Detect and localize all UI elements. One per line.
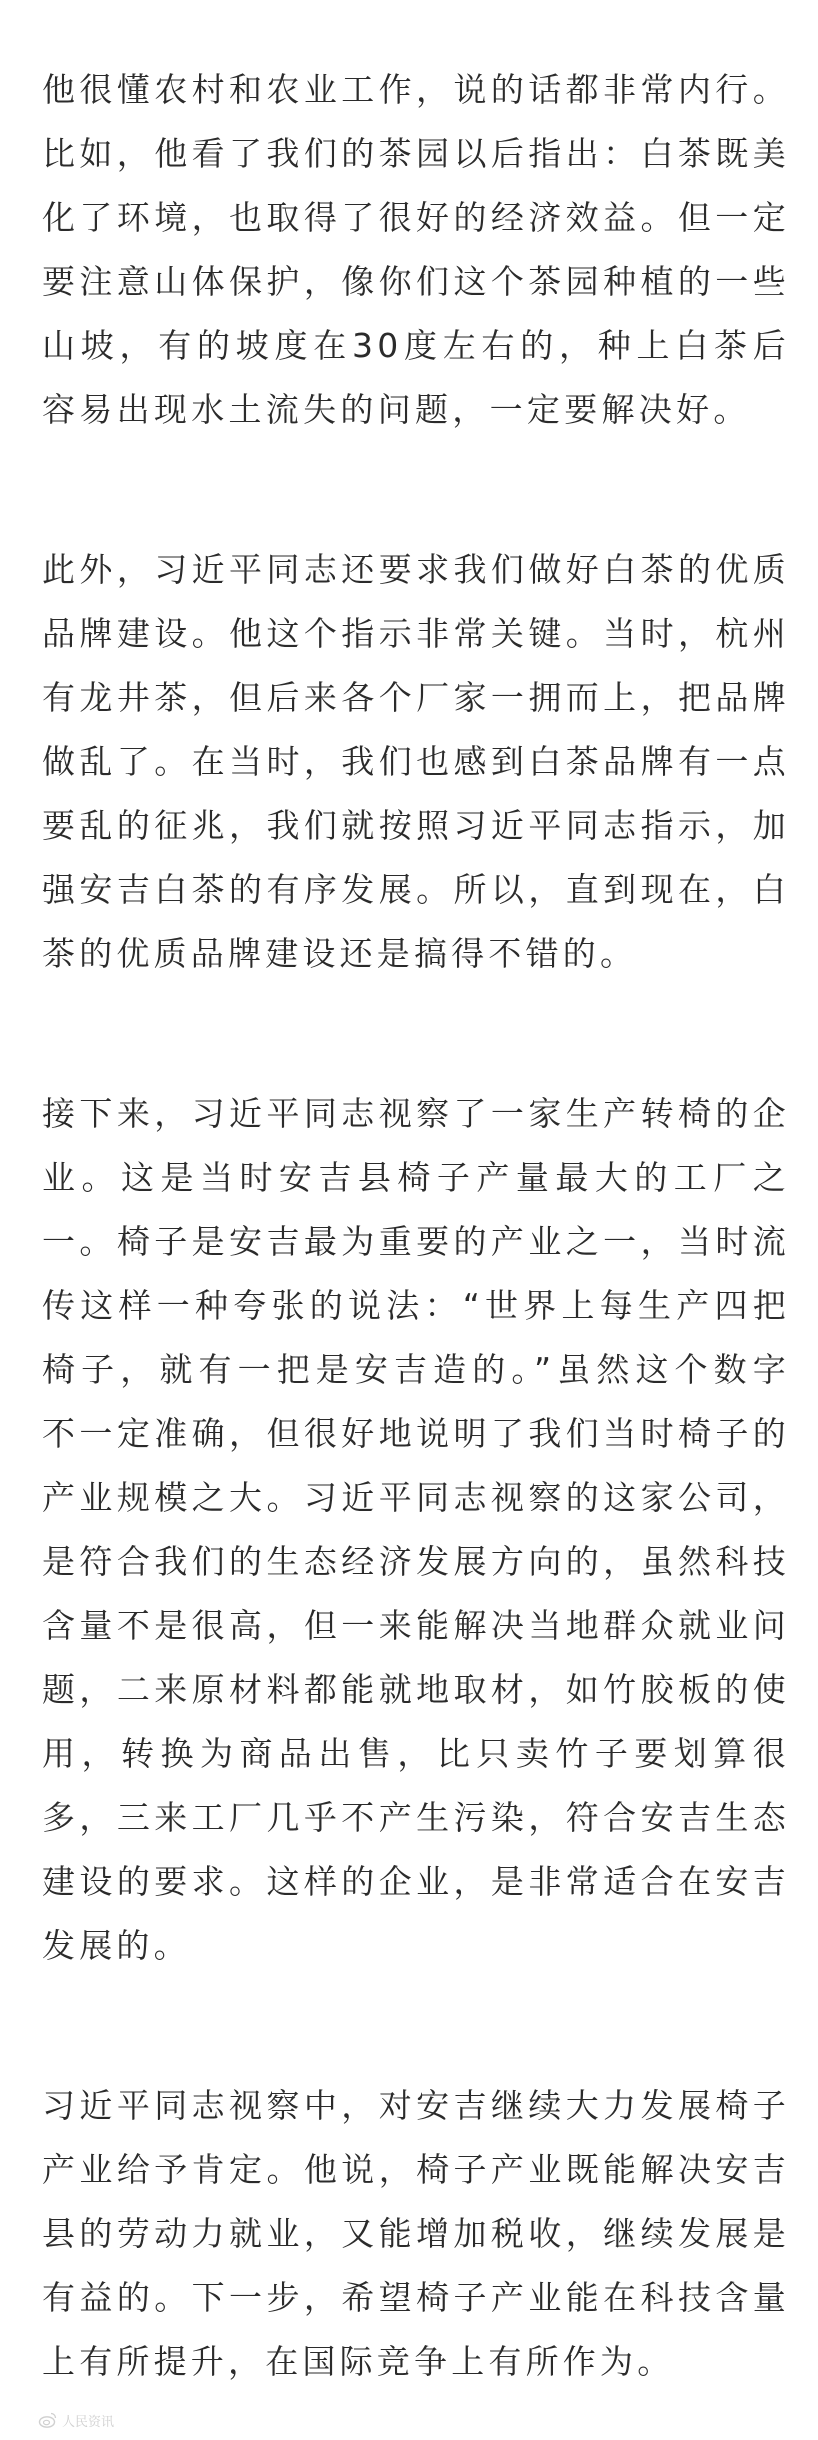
article-body — [42, 58, 790, 2394]
paragraph-2: 此外，习近平同志还要求我们做好白茶的优质品牌建设。他这个指示非常关键。当时，杭州有龙井茶，但后来各个厂家一拥而上，把品牌做乱了。在当时，我们也感到白茶品牌有一点要乱的征兆，我们就按照习近平同志指示，加强安吉白茶的有序发展。所以，直到现在，白茶的优质品牌建设还是搞得不错的。 — [42, 550, 790, 973]
paragraph-1: 他很懂农村和农业工作，说的话都非常内行。比如，他看了我们的茶园以后指出：白茶既美化了环境，也取得了很好的经济效益。但一定要注意山体保护，像你们这个茶园种植的一些山坡，有的坡度在30度左右的，种上白茶后容易出现水土流失的问题，一定要解决好。 — [42, 70, 790, 429]
weibo-icon — [38, 2410, 58, 2430]
watermark-text: 人民资讯 — [62, 2414, 115, 2430]
watermark — [38, 2410, 114, 2430]
paragraph-4: 习近平同志视察中，对安吉继续大力发展椅子产业给予肯定。他说，椅子产业既能解决安吉县的劳动力就业，又能增加税收，继续发展是有益的。下一步，希望椅子产业能在科技含量上有所提升，在国际竞争上有所作为。 — [42, 2086, 790, 2381]
paragraph-3: 接下来，习近平同志视察了一家生产转椅的企业。这是当时安吉县椅子产量最大的工厂之一。椅子是安吉最为重要的产业之一，当时流传这样一种夸张的说法：“世界上每生产四把椅子，就有一把是安吉造的。”虽然这个数字不一定准确，但很好地说明了我们当时椅子的产业规模之大。习近平同志视察的这家公司，是符合我们的生态经济发展方向的，虽然科技含量不是很高，但一来能解决当地群众就业问题，二来原材料都能就地取材，如竹胶板的使用，转换为商品出售，比只卖竹子要划算很多，三来工厂几乎不产生污染，符合安吉生态建设的要求。这样的企业，是非常适合在安吉发展的。 — [42, 1094, 790, 1965]
